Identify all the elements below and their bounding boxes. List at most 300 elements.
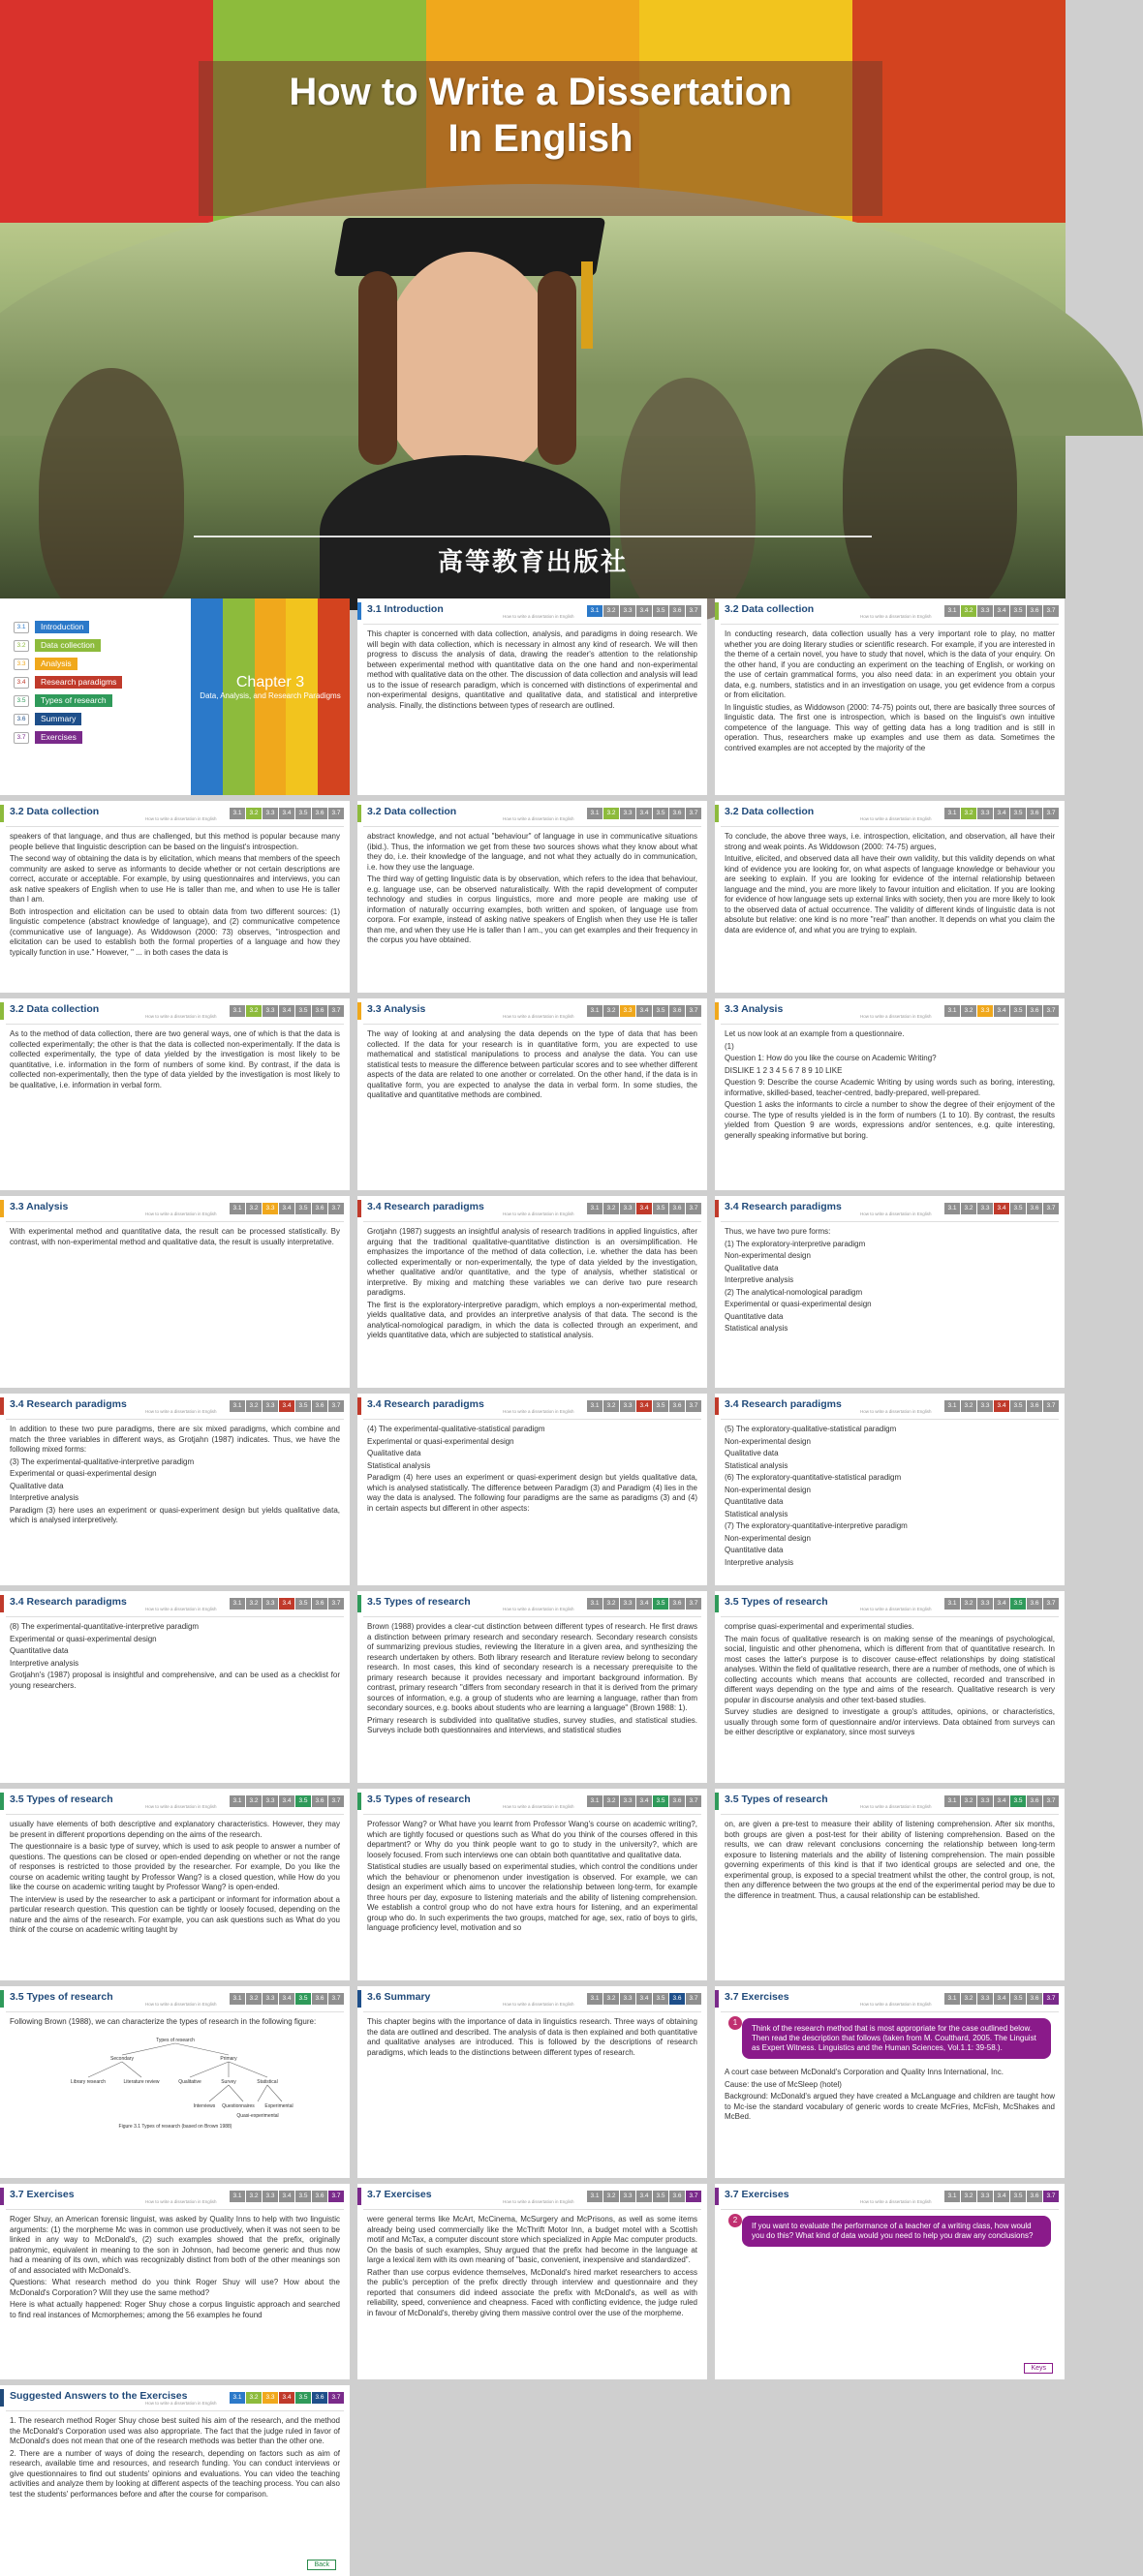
tab-3-2[interactable]: 3.2	[961, 605, 976, 617]
tab-3-3[interactable]: 3.3	[263, 2191, 278, 2202]
tab-3-7[interactable]: 3.7	[328, 2191, 344, 2202]
figure-leaf: Statistical	[256, 2078, 278, 2085]
tab-3-3[interactable]: 3.3	[263, 1598, 278, 1610]
toc-item[interactable]	[14, 710, 122, 728]
tab-3-3[interactable]: 3.3	[263, 1400, 278, 1412]
tab-3-6[interactable]: 3.6	[1027, 605, 1042, 617]
tab-3-6[interactable]: 3.6	[312, 1993, 327, 2005]
tab-3-3[interactable]: 3.3	[977, 1005, 993, 1017]
tab-3-1[interactable]: 3.1	[230, 1400, 245, 1412]
tab-3-6[interactable]: 3.6	[669, 1203, 685, 1214]
tab-3-2[interactable]: 3.2	[961, 1400, 976, 1412]
tab-3-1[interactable]: 3.1	[944, 2191, 960, 2202]
tab-3-2[interactable]: 3.2	[603, 2191, 619, 2202]
tab-3-6[interactable]: 3.6	[1027, 1598, 1042, 1610]
tab-3-2[interactable]: 3.2	[246, 2392, 262, 2404]
slide-header	[715, 1986, 1065, 2011]
toc-item[interactable]	[14, 691, 122, 710]
slide-panel	[357, 998, 707, 1190]
paragraph: Roger Shuy, an American forensic linguist, was asked by Quality Inns to help with two linguistic arguments: (1) the morpheme Mc was in common use productively, when it was not seen to be linked in any way to McDonald's, (2) such examples showed that the prefix, originally patronymic, equivalent in meaning to the son in Johnson, had become generic and thus now had a meaning of its own, which was recognizably distinct from both of the other meanings son of and associated with McDonald's.	[10, 2215, 340, 2275]
paragraph: (1)	[725, 1041, 734, 1051]
tab-3-3[interactable]: 3.3	[977, 808, 993, 819]
tab-3-6[interactable]: 3.6	[1027, 808, 1042, 819]
toc-item-number: 3.2	[14, 640, 29, 652]
toc-item-label: Summary	[35, 713, 81, 725]
tab-3-1[interactable]: 3.1	[587, 808, 602, 819]
tab-3-7[interactable]: 3.7	[1043, 1993, 1059, 2005]
tab-3-4[interactable]: 3.4	[636, 1993, 652, 2005]
tab-3-7[interactable]: 3.7	[1043, 605, 1059, 617]
slide-header	[357, 1591, 707, 1616]
slide-subheader: How to write a dissertation in English	[503, 816, 574, 821]
header-accent	[0, 2188, 4, 2205]
tab-3-6[interactable]: 3.6	[669, 808, 685, 819]
tab-3-5[interactable]: 3.5	[295, 1203, 311, 1214]
tab-3-1[interactable]: 3.1	[587, 605, 602, 617]
tab-3-3[interactable]: 3.3	[620, 1993, 635, 2005]
tab-3-5[interactable]: 3.5	[1010, 808, 1026, 819]
section-tabs	[587, 2191, 701, 2202]
tab-3-3[interactable]: 3.3	[620, 1400, 635, 1412]
tab-3-3[interactable]: 3.3	[977, 1400, 993, 1412]
cover-title-line-2: In English	[448, 117, 633, 160]
tree-edge	[229, 2085, 243, 2101]
toc-item[interactable]	[14, 618, 122, 636]
tab-3-3[interactable]: 3.3	[977, 1203, 993, 1214]
tab-3-1[interactable]: 3.1	[944, 1598, 960, 1610]
tab-3-6[interactable]: 3.6	[669, 605, 685, 617]
tab-3-7[interactable]: 3.7	[1043, 2191, 1059, 2202]
slide-panel	[0, 1394, 350, 1585]
paragraph: Question 1: How do you like the course on Academic Writing?	[725, 1054, 937, 1062]
tab-3-3[interactable]: 3.3	[977, 1795, 993, 1807]
tab-3-4[interactable]: 3.4	[636, 1795, 652, 1807]
paragraph: Experimental or quasi-experimental design	[10, 1469, 157, 1478]
section-tabs	[944, 808, 1059, 819]
tab-3-5[interactable]: 3.5	[653, 1598, 668, 1610]
tab-3-4[interactable]: 3.4	[279, 1795, 294, 1807]
tab-3-4[interactable]: 3.4	[636, 1203, 652, 1214]
tab-3-3[interactable]: 3.3	[977, 2191, 993, 2202]
tab-3-6[interactable]: 3.6	[669, 1598, 685, 1610]
tab-3-3[interactable]: 3.3	[263, 1993, 278, 2005]
section-tabs	[230, 2191, 344, 2202]
tab-3-1[interactable]: 3.1	[230, 2191, 245, 2202]
tab-3-3[interactable]: 3.3	[977, 605, 993, 617]
tab-3-2[interactable]: 3.2	[961, 2191, 976, 2202]
tab-3-7[interactable]: 3.7	[686, 1400, 701, 1412]
paragraph: The way of looking at and analysing the data depends on the type of data that has been collected. If the data for your research is in quantitative form, you are expected to use mathematical and statistical manipulations to process and analyse the data. You can use statistical tests to measure the difference between particular scores and to see whether different aspects of the data are related to one another or correlated. On the other hand, if the data is in qualitative form, you are expected to analyse the data in verbal form. In some studies, the qualitative and quantitative methods are combined.	[367, 1029, 697, 1099]
tab-3-4[interactable]: 3.4	[994, 1400, 1009, 1412]
toc-item-label: Data collection	[35, 639, 101, 652]
tab-3-1[interactable]: 3.1	[587, 1993, 602, 2005]
paragraph: Non-experimental design	[725, 1436, 811, 1446]
tab-3-3[interactable]: 3.3	[620, 808, 635, 819]
tab-3-5[interactable]: 3.5	[295, 808, 311, 819]
keys-button[interactable]: Keys	[1024, 2363, 1053, 2374]
tab-3-4[interactable]: 3.4	[994, 808, 1009, 819]
tab-3-2[interactable]: 3.2	[246, 2191, 262, 2202]
slide-title: 3.6 Summary	[367, 1991, 431, 2003]
tab-3-5[interactable]: 3.5	[1010, 2191, 1026, 2202]
tab-3-3[interactable]: 3.3	[263, 1203, 278, 1214]
section-tabs	[230, 1598, 344, 1610]
slide-title: 3.2 Data collection	[725, 806, 815, 817]
tab-3-5[interactable]: 3.5	[653, 808, 668, 819]
tab-3-5[interactable]: 3.5	[295, 1005, 311, 1017]
slide-header	[357, 1986, 707, 2011]
header-accent	[715, 1793, 719, 1810]
tab-3-4[interactable]: 3.4	[636, 1400, 652, 1412]
slide-panel	[715, 998, 1065, 1190]
tab-3-7[interactable]: 3.7	[328, 808, 344, 819]
tab-3-2[interactable]: 3.2	[961, 1795, 976, 1807]
toc-item-label: Research paradigms	[35, 676, 122, 689]
tab-3-6[interactable]: 3.6	[312, 1203, 327, 1214]
tab-3-2[interactable]: 3.2	[961, 1203, 976, 1214]
tab-3-6[interactable]: 3.6	[312, 2191, 327, 2202]
tab-3-3[interactable]: 3.3	[620, 605, 635, 617]
slide-header	[0, 801, 350, 826]
tab-3-5[interactable]: 3.5	[1010, 1005, 1026, 1017]
header-accent	[357, 1990, 361, 2008]
tab-3-6[interactable]: 3.6	[1027, 1795, 1042, 1807]
slide-header	[0, 1591, 350, 1616]
section-tabs	[230, 1005, 344, 1017]
slide-title: Suggested Answers to the Exercises	[10, 2390, 188, 2402]
exercise-number: 1	[728, 2016, 742, 2030]
tab-3-6[interactable]: 3.6	[312, 1400, 327, 1412]
tab-3-1[interactable]: 3.1	[230, 1203, 245, 1214]
paragraph: 2. There are a number of ways of doing the research, depending on factors such as aim of research, available time and resources, and research funding. You can conduct interviews or give questionnaires to find out students' opinions and evaluations. You can video the teaching activities and analyze them by looking at different aspects of the teaching process. You can also test the students' performances before and after the course for comparison.	[10, 2448, 340, 2499]
header-accent	[0, 1397, 4, 1415]
tab-3-7[interactable]: 3.7	[328, 1993, 344, 2005]
tab-3-4[interactable]: 3.4	[636, 605, 652, 617]
tab-3-1[interactable]: 3.1	[587, 1598, 602, 1610]
tab-3-1[interactable]: 3.1	[944, 1795, 960, 1807]
tab-3-5[interactable]: 3.5	[1010, 1598, 1026, 1610]
tab-3-5[interactable]: 3.5	[295, 1993, 311, 2005]
tab-3-1[interactable]: 3.1	[587, 1400, 602, 1412]
tab-3-4[interactable]: 3.4	[279, 2191, 294, 2202]
paragraph: Quantitative data	[725, 1497, 784, 1506]
slide-panel	[0, 998, 350, 1190]
tab-3-4[interactable]: 3.4	[636, 1598, 652, 1610]
paragraph: Statistical analysis	[725, 1509, 788, 1518]
tab-3-5[interactable]: 3.5	[1010, 1993, 1026, 2005]
tab-3-4[interactable]: 3.4	[279, 808, 294, 819]
tab-3-1[interactable]: 3.1	[230, 2392, 245, 2404]
tab-3-2[interactable]: 3.2	[603, 1598, 619, 1610]
tab-3-5[interactable]: 3.5	[1010, 1795, 1026, 1807]
tab-3-1[interactable]: 3.1	[587, 2191, 602, 2202]
tab-3-7[interactable]: 3.7	[686, 1005, 701, 1017]
figure-node-primary: Primary	[219, 2055, 237, 2062]
tab-3-6[interactable]: 3.6	[1027, 1203, 1042, 1214]
section-tabs	[230, 1203, 344, 1214]
tab-3-7[interactable]: 3.7	[1043, 808, 1059, 819]
figure-node-secondary: Secondary	[109, 2055, 134, 2062]
tab-3-4[interactable]: 3.4	[994, 605, 1009, 617]
tab-3-1[interactable]: 3.1	[944, 1203, 960, 1214]
slide-panel	[0, 801, 350, 993]
tab-3-4[interactable]: 3.4	[279, 1400, 294, 1412]
header-accent	[357, 1002, 361, 1020]
paragraph: (4) The experimental-qualitative-statistical paradigm	[367, 1425, 545, 1433]
paragraph: Qualitative data	[725, 1449, 779, 1457]
tab-3-7[interactable]: 3.7	[1043, 1005, 1059, 1017]
graduate-silhouette	[39, 368, 184, 620]
gown	[320, 455, 610, 610]
tab-3-2[interactable]: 3.2	[246, 1598, 262, 1610]
back-button[interactable]: Back	[307, 2560, 336, 2570]
slide-header	[0, 998, 350, 1024]
section-tabs	[587, 1598, 701, 1610]
tab-3-7[interactable]: 3.7	[686, 2191, 701, 2202]
slide-panel	[357, 2184, 707, 2379]
tab-3-7[interactable]: 3.7	[686, 1795, 701, 1807]
tab-3-3[interactable]: 3.3	[620, 1598, 635, 1610]
slide-header	[0, 2184, 350, 2209]
tab-3-2[interactable]: 3.2	[603, 1005, 619, 1017]
tab-3-1[interactable]: 3.1	[587, 1203, 602, 1214]
tab-3-6[interactable]: 3.6	[669, 1795, 685, 1807]
tab-3-7[interactable]: 3.7	[686, 1598, 701, 1610]
tab-3-1[interactable]: 3.1	[587, 1005, 602, 1017]
exercise-prompt	[732, 2018, 1051, 2059]
tab-3-6[interactable]: 3.6	[312, 1598, 327, 1610]
tab-3-7[interactable]: 3.7	[686, 808, 701, 819]
tab-3-3[interactable]: 3.3	[263, 1005, 278, 1017]
tab-3-5[interactable]: 3.5	[295, 1400, 311, 1412]
tab-3-4[interactable]: 3.4	[994, 1203, 1009, 1214]
tab-3-3[interactable]: 3.3	[620, 2191, 635, 2202]
tab-3-7[interactable]: 3.7	[328, 2392, 344, 2404]
tab-3-5[interactable]: 3.5	[1010, 1400, 1026, 1412]
tab-3-5[interactable]: 3.5	[653, 1993, 668, 2005]
tab-3-6[interactable]: 3.6	[669, 1005, 685, 1017]
tab-3-4[interactable]: 3.4	[279, 1598, 294, 1610]
slide-subheader: How to write a dissertation in English	[860, 1014, 932, 1019]
tab-3-1[interactable]: 3.1	[587, 1795, 602, 1807]
tab-3-5[interactable]: 3.5	[1010, 1203, 1026, 1214]
header-accent	[0, 805, 4, 822]
tab-3-2[interactable]: 3.2	[246, 1400, 262, 1412]
tab-3-3[interactable]: 3.3	[620, 1005, 635, 1017]
tab-3-1[interactable]: 3.1	[944, 1993, 960, 2005]
tab-3-1[interactable]: 3.1	[230, 1795, 245, 1807]
tab-3-6[interactable]: 3.6	[669, 1993, 685, 2005]
header-rule	[721, 2011, 1059, 2012]
tab-3-4[interactable]: 3.4	[994, 1598, 1009, 1610]
paragraph: Cause: the use of McSleep (hotel)	[725, 2079, 842, 2089]
tab-3-1[interactable]: 3.1	[230, 1993, 245, 2005]
slide-body	[357, 2012, 707, 2058]
tab-3-6[interactable]: 3.6	[1027, 1005, 1042, 1017]
tab-3-3[interactable]: 3.3	[620, 1795, 635, 1807]
tassel-icon	[581, 261, 593, 349]
tab-3-5[interactable]: 3.5	[653, 1203, 668, 1214]
slide-body	[715, 2063, 1065, 2123]
header-accent	[357, 805, 361, 822]
section-tabs	[230, 1795, 344, 1807]
tab-3-7[interactable]: 3.7	[1043, 1400, 1059, 1412]
tab-3-7[interactable]: 3.7	[328, 1400, 344, 1412]
slide-title: 3.5 Types of research	[367, 1794, 471, 1805]
tab-3-2[interactable]: 3.2	[961, 1598, 976, 1610]
tab-3-4[interactable]: 3.4	[279, 1993, 294, 2005]
tab-3-3[interactable]: 3.3	[263, 1795, 278, 1807]
tab-3-2[interactable]: 3.2	[603, 1795, 619, 1807]
tab-3-7[interactable]: 3.7	[1043, 1795, 1059, 1807]
header-accent	[715, 1397, 719, 1415]
tab-3-4[interactable]: 3.4	[994, 2191, 1009, 2202]
research-types-figure	[64, 2034, 293, 2131]
tab-3-4[interactable]: 3.4	[994, 1795, 1009, 1807]
tab-3-2[interactable]: 3.2	[603, 808, 619, 819]
tab-3-7[interactable]: 3.7	[1043, 1598, 1059, 1610]
slide-subheader: How to write a dissertation in English	[860, 1607, 932, 1611]
tab-3-7[interactable]: 3.7	[686, 1993, 701, 2005]
paragraph: Qualitative data	[10, 1481, 64, 1490]
toc-item[interactable]	[14, 655, 122, 673]
slide-title: 3.5 Types of research	[10, 1794, 113, 1805]
chapter-subtitle: Data, Analysis, and Research Paradigms	[200, 691, 341, 700]
tab-3-7[interactable]: 3.7	[686, 605, 701, 617]
tab-3-4[interactable]: 3.4	[636, 2191, 652, 2202]
slide-header	[715, 801, 1065, 826]
slide-subheader: How to write a dissertation in English	[503, 2199, 574, 2204]
tab-3-4[interactable]: 3.4	[994, 1993, 1009, 2005]
slide-subheader: How to write a dissertation in English	[860, 1804, 932, 1809]
toc-item[interactable]	[14, 673, 122, 691]
tab-3-2[interactable]: 3.2	[246, 1993, 262, 2005]
tab-3-3[interactable]: 3.3	[263, 2392, 278, 2404]
paragraph: (7) The exploratory-quantitative-interpretive paradigm	[725, 1521, 908, 1530]
slide-title: 3.5 Types of research	[725, 1794, 828, 1805]
tab-3-4[interactable]: 3.4	[636, 1005, 652, 1017]
tab-3-1[interactable]: 3.1	[230, 1598, 245, 1610]
tab-3-5[interactable]: 3.5	[653, 2191, 668, 2202]
slide-panel	[357, 1789, 707, 1980]
paragraph: Experimental or quasi-experimental design	[725, 1300, 872, 1308]
slide-body	[357, 1617, 707, 1736]
tab-3-3[interactable]: 3.3	[263, 808, 278, 819]
slide-subheader: How to write a dissertation in English	[860, 2002, 932, 2007]
paragraph: Paradigm (4) here uses an experiment or quasi-experiment design but yields qualitative data, which is analysed statistically. The difference between Paradigm (3) and Paradigm (4) lies in the way the data is analysed. The following four paradigms are the same as paradigms (3) and (4) in certain aspects but different in other aspects:	[367, 1473, 697, 1513]
tab-3-2[interactable]: 3.2	[246, 808, 262, 819]
tab-3-2[interactable]: 3.2	[603, 1993, 619, 2005]
tab-3-6[interactable]: 3.6	[312, 808, 327, 819]
tab-3-6[interactable]: 3.6	[1027, 2191, 1042, 2202]
paragraph: The interview is used by the researcher to ask a participant or informant for information about a particular research question. This question can be tightly or loosely focused, depending on the nature and the aims of the research. For example, you can ask questions such as What do you think of the course on academic writing taught by	[10, 1894, 340, 1934]
tab-3-4[interactable]: 3.4	[994, 1005, 1009, 1017]
tab-3-1[interactable]: 3.1	[944, 808, 960, 819]
tab-3-2[interactable]: 3.2	[246, 1203, 262, 1214]
slide-title: 3.1 Introduction	[367, 603, 444, 615]
paragraph: The main focus of qualitative research is on making sense of the meanings of psychological, social, linguistic and other phenomena, which is different from that of quantitative research. In most cases the latter's purpose is to discover cause-effect relationships by doing statistical analyses. Within the field of qualitative research, there are a number of methods, one of which is collecting accounts which means that accounts are collected, recorded and transcribed in different ways depending on the type and aims of the research. Qualitative research is very popular in discourse analysis and other text-based studies.	[725, 1634, 1055, 1704]
header-accent	[0, 1793, 4, 1810]
tab-3-2[interactable]: 3.2	[603, 1400, 619, 1412]
tab-3-5[interactable]: 3.5	[653, 605, 668, 617]
tab-3-6[interactable]: 3.6	[669, 1400, 685, 1412]
tab-3-4[interactable]: 3.4	[279, 1203, 294, 1214]
slide-header	[357, 1196, 707, 1221]
tab-3-1[interactable]: 3.1	[230, 1005, 245, 1017]
slide-title: 3.2 Data collection	[10, 1003, 100, 1015]
paragraph: were general terms like McArt, McCinema, McSurgery and McPrisons, as well as some items already being used commercially like the McThrift Motor Inn, a budget motel with a Scottish motif and McTax, a computer discount store which specialized in Apple Mac computer products. On the basis of such examples, Shuy argued that the prefix had become in the language at large a lexical item with its own meaning of "basic, convenient, inexpensive and standardized".	[367, 2215, 697, 2264]
tab-3-2[interactable]: 3.2	[961, 1993, 976, 2005]
tab-3-6[interactable]: 3.6	[669, 2191, 685, 2202]
tab-3-2[interactable]: 3.2	[603, 1203, 619, 1214]
tab-3-2[interactable]: 3.2	[603, 605, 619, 617]
tab-3-7[interactable]: 3.7	[686, 1203, 701, 1214]
section-tabs	[587, 1993, 701, 2005]
tab-3-4[interactable]: 3.4	[279, 2392, 294, 2404]
tab-3-6[interactable]: 3.6	[1027, 1400, 1042, 1412]
slide-subheader: How to write a dissertation in English	[145, 816, 217, 821]
tab-3-4[interactable]: 3.4	[636, 808, 652, 819]
tab-3-5[interactable]: 3.5	[295, 1598, 311, 1610]
tab-3-7[interactable]: 3.7	[328, 1005, 344, 1017]
section-tabs	[587, 808, 701, 819]
tab-3-1[interactable]: 3.1	[944, 605, 960, 617]
slide-subheader: How to write a dissertation in English	[145, 1211, 217, 1216]
tree-edge	[229, 2062, 267, 2077]
toc-item[interactable]	[14, 728, 122, 747]
slide-title: 3.7 Exercises	[725, 1991, 789, 2003]
paragraph: A court case between McDonald's Corporation and Quality Inns International, Inc.	[725, 2068, 1004, 2076]
tab-3-6[interactable]: 3.6	[312, 2392, 327, 2404]
tab-3-1[interactable]: 3.1	[944, 1005, 960, 1017]
tab-3-3[interactable]: 3.3	[977, 1993, 993, 2005]
tab-3-6[interactable]: 3.6	[1027, 1993, 1042, 2005]
toc-item[interactable]	[14, 636, 122, 655]
tab-3-7[interactable]: 3.7	[328, 1795, 344, 1807]
tab-3-1[interactable]: 3.1	[230, 808, 245, 819]
slide-panel	[357, 1591, 707, 1783]
tab-3-2[interactable]: 3.2	[961, 808, 976, 819]
tab-3-6[interactable]: 3.6	[312, 1005, 327, 1017]
tab-3-3[interactable]: 3.3	[620, 1203, 635, 1214]
tab-3-5[interactable]: 3.5	[653, 1795, 668, 1807]
tab-3-5[interactable]: 3.5	[1010, 605, 1026, 617]
tab-3-5[interactable]: 3.5	[653, 1005, 668, 1017]
tab-3-7[interactable]: 3.7	[1043, 1203, 1059, 1214]
tab-3-3[interactable]: 3.3	[977, 1598, 993, 1610]
tab-3-2[interactable]: 3.2	[961, 1005, 976, 1017]
paragraph: Let us now look at an example from a questionnaire.	[725, 1029, 905, 1038]
tab-3-1[interactable]: 3.1	[944, 1400, 960, 1412]
slide-panel	[0, 1986, 350, 2178]
tab-3-2[interactable]: 3.2	[246, 1005, 262, 1017]
tab-3-2[interactable]: 3.2	[246, 1795, 262, 1807]
slide-header	[715, 998, 1065, 1024]
tab-3-6[interactable]: 3.6	[312, 1795, 327, 1807]
tab-3-7[interactable]: 3.7	[328, 1203, 344, 1214]
tab-3-5[interactable]: 3.5	[295, 2191, 311, 2202]
slide-subheader: How to write a dissertation in English	[503, 1804, 574, 1809]
paragraph: This chapter is concerned with data collection, analysis, and paradigms in doing research. We will begin with data collection, which is necessary in almost any kind of research. We will then progress to discuss the analysis of data, drawing the reader's attention to the relationship between experimental method with quantitative data on the one hand and non-experimental method with qualitative data on the other. The discussion of data collection and analysis will lead us to the issue of research paradigm, which is concerned with distinctions of experimental and non-experimental designs, quantitative and qualitative data, and statistical and interpretive analysis. Finally, the distinctions between types of research are outlined.	[367, 629, 697, 710]
section-tabs	[587, 1005, 701, 1017]
tab-3-5[interactable]: 3.5	[653, 1400, 668, 1412]
tab-3-5[interactable]: 3.5	[295, 1795, 311, 1807]
tab-3-4[interactable]: 3.4	[279, 1005, 294, 1017]
tab-3-5[interactable]: 3.5	[295, 2392, 311, 2404]
slide-body	[715, 1025, 1065, 1141]
tab-3-7[interactable]: 3.7	[328, 1598, 344, 1610]
paragraph: Interpretive analysis	[725, 1557, 794, 1567]
